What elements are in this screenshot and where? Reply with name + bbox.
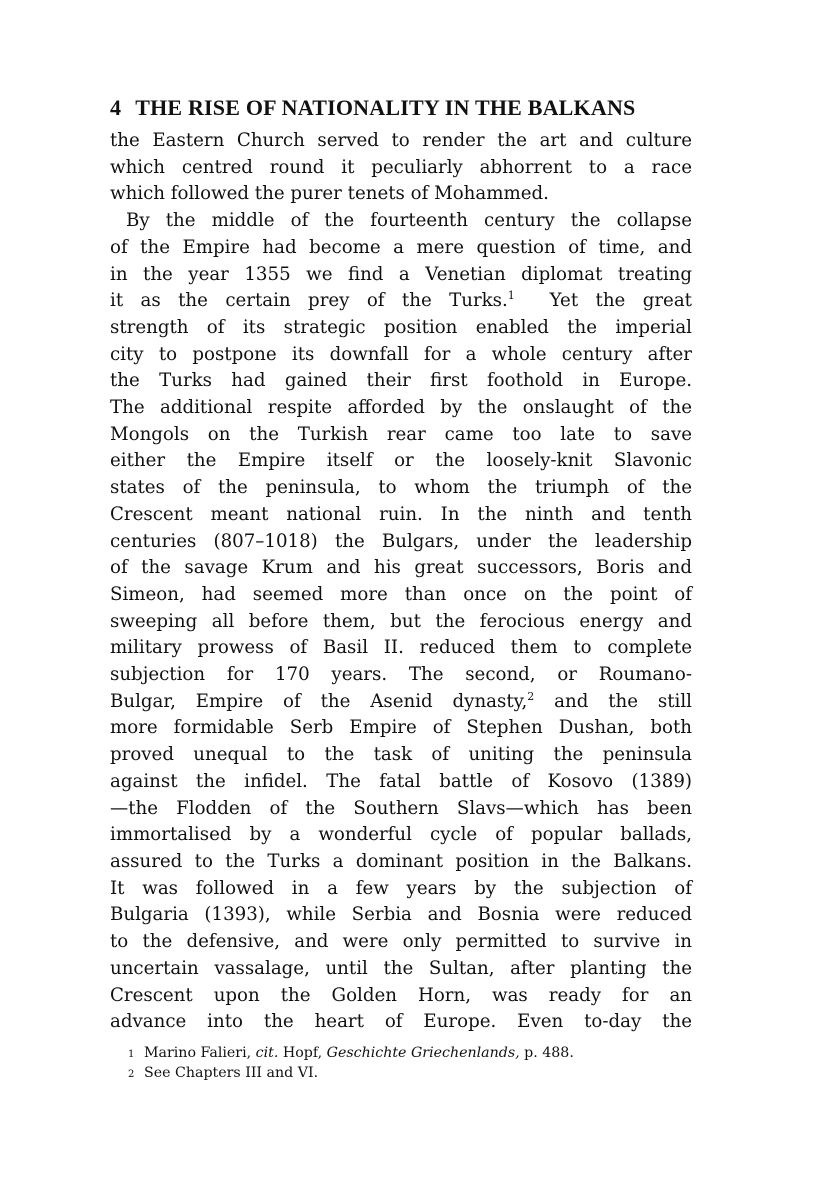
text-line: immortalised by a wonderful cycle of popular ballads,: [110, 824, 692, 846]
running-head: [110, 92, 692, 124]
text-line: Bulgaria (1393), while Serbia and Bosnia were reduced: [110, 904, 692, 926]
text-line: military prowess of Basil II. reduced them to complete: [110, 637, 692, 659]
text-line-with-note: [110, 288, 692, 315]
text-line: Mongols on the Turkish rear came too late to save: [110, 423, 692, 445]
text-line: city to postpone its downfall for a whole century after: [110, 343, 692, 365]
text-line-with-note: [110, 689, 692, 716]
text-fragment: Yet the great: [549, 290, 692, 312]
text-line: the Turks had gained their first foothold in Europe.: [110, 370, 692, 392]
text-line: The additional respite afforded by the onslaught of the: [110, 397, 692, 419]
text-line: against the infidel. The fatal battle of Kosovo (1389): [110, 770, 692, 792]
text-line: strength of its strategic position enabled the imperial: [110, 316, 692, 338]
text-line: It was followed in a few years by the subjection of: [110, 877, 692, 899]
footnote-page-ref: p. 488.: [519, 1044, 574, 1061]
text-line: in the year 1355 we find a Venetian diplomat treating: [110, 263, 692, 285]
text-line: sweeping all before them, but the ferocious energy and: [110, 610, 692, 632]
footnote-mark: 1: [128, 1048, 135, 1060]
footnote-text: See Chapters III and VI.: [144, 1064, 319, 1081]
footnote-2: [128, 1064, 692, 1084]
footnote-author: Marino Falieri,: [144, 1044, 256, 1061]
text-line: the Eastern Church served to render the art and culture: [110, 130, 692, 151]
text-line: uncertain vassalage, until the Sultan, after planting the: [110, 957, 692, 979]
footnote-mark: 2: [128, 1068, 135, 1080]
book-page: [110, 92, 692, 1084]
page-number: 4: [110, 95, 122, 120]
text-fragment: it as the certain prey of the Turks.: [110, 290, 508, 312]
text-line: advance into the heart of Europe. Even to-day the: [110, 1011, 692, 1033]
footnote-1: [128, 1044, 692, 1064]
text-line: which followed the purer tenets of Mohammed.: [110, 183, 549, 205]
text-line: states of the peninsula, to whom the triumph of the: [110, 477, 692, 499]
text-line: of the Empire had become a mere question of time, and: [110, 236, 692, 258]
text-line: subjection for 170 years. The second, or Roumano-: [110, 664, 692, 686]
paragraph-1: [110, 128, 692, 208]
text-line: By the middle of the fourteenth century the collapse: [126, 210, 692, 232]
footnote-ref-1: 1: [507, 289, 515, 303]
text-line: Crescent upon the Golden Horn, was ready for an: [110, 984, 692, 1006]
text-line: of the savage Krum and his great successors, Boris and: [110, 557, 692, 579]
text-line: either the Empire itself or the loosely-knit Slavonic: [110, 450, 692, 472]
text-line: more formidable Serb Empire of Stephen Dushan, both: [110, 717, 692, 739]
text-fragment: Bulgar, Empire of the Asenid dynasty,: [110, 690, 528, 712]
page-title: THE RISE OF NATIONALITY IN THE BALKANS: [135, 95, 636, 120]
text-line: centuries (807–1018) the Bulgars, under the leadership: [110, 530, 692, 552]
footnote-text: [144, 1044, 574, 1063]
footnote-ref-2: 2: [527, 689, 535, 703]
footnote-middle: Hopf,: [278, 1044, 327, 1061]
text-line: to the defensive, and were only permitted to survive in: [110, 931, 692, 953]
text-line: assured to the Turks a dominant position in the Balkans.: [110, 850, 692, 872]
footnote-book-title: Geschichte Griechenlands,: [326, 1044, 520, 1061]
text-line: which centred round it peculiarly abhorrent to a race: [110, 156, 692, 178]
footnotes: [110, 1044, 692, 1084]
text-line: proved unequal to the task of uniting the peninsula: [110, 744, 692, 766]
footnote-cit: cit.: [255, 1044, 279, 1061]
text-line: Simeon, had seemed more than once on the point of: [110, 583, 692, 605]
paragraph-2: [110, 208, 692, 1036]
text-fragment: and the still: [554, 690, 692, 712]
text-line: —the Flodden of the Southern Slavs—which has been: [110, 797, 692, 819]
text-line: Crescent meant national ruin. In the ninth and tenth: [110, 503, 692, 525]
